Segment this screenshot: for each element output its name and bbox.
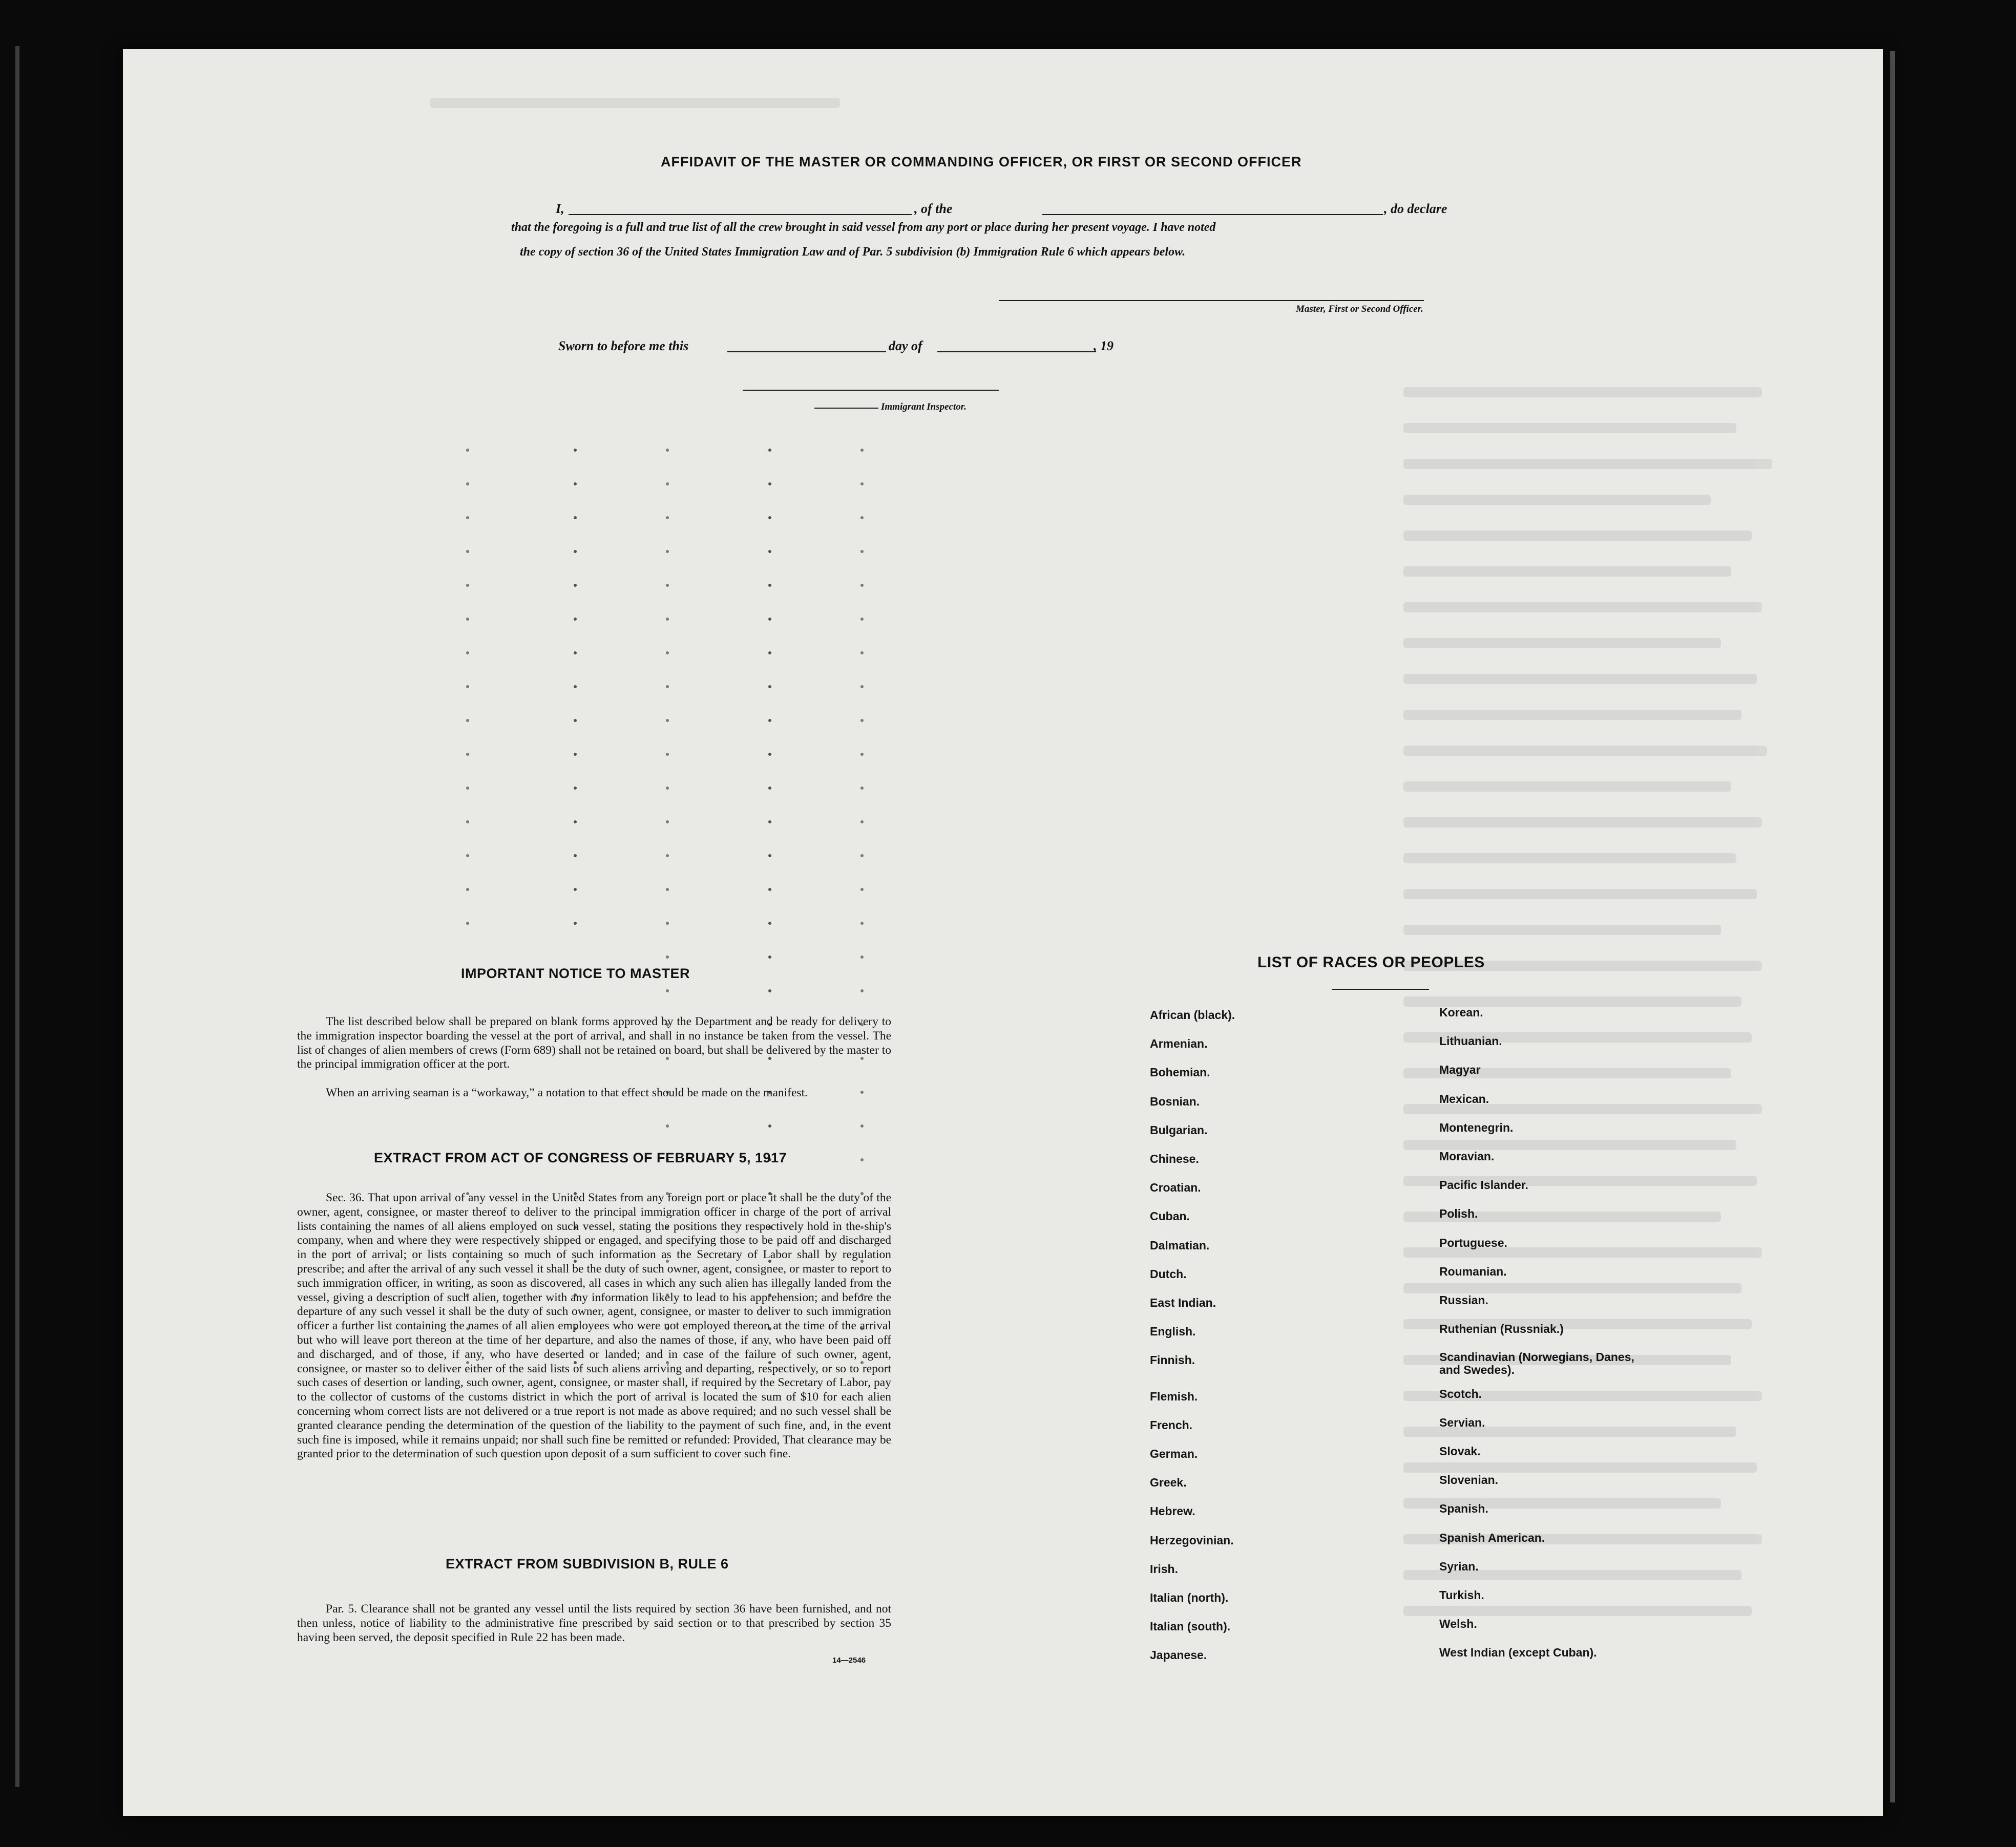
race-item: Korean. [1439, 1006, 1483, 1019]
race-item: Montenegrin. [1439, 1120, 1514, 1134]
race-item: French. [1150, 1418, 1193, 1432]
guide-dot [860, 753, 864, 756]
race-item: Herzegovinian. [1150, 1533, 1234, 1547]
race-item: Roumanian. [1439, 1264, 1507, 1278]
guide-dot [574, 584, 577, 587]
affidavit-of-the-label: , of the [914, 201, 953, 216]
inspector-signature-line [743, 390, 999, 391]
guide-dot [574, 651, 577, 654]
guide-dot [768, 787, 771, 790]
page-edge-left [1890, 51, 1895, 1802]
notice-paragraph: When an arriving seaman is a “workaway,” a notation to that effect should be made on the manifest. [326, 1086, 808, 1099]
guide-dot [768, 956, 771, 959]
guide-dot [466, 618, 469, 621]
guide-dot [768, 449, 771, 452]
guide-dot [860, 449, 864, 452]
race-item: English. [1150, 1325, 1196, 1339]
guide-dot [666, 685, 669, 688]
rule-heading: EXTRACT FROM SUBDIVISION B, RULE 6 [446, 1556, 729, 1572]
guide-dot [768, 854, 771, 857]
race-item: Welsh. [1439, 1617, 1477, 1631]
race-item: German. [1150, 1447, 1198, 1460]
race-item: Slovenian. [1439, 1473, 1499, 1487]
race-item: Cuban. [1150, 1209, 1190, 1223]
affidavit-declaration-line: that the foregoing is a full and true list of all the crew brought in said vessel from any port or place during her present voyage. I have noted [511, 221, 1216, 234]
race-item: Lithuanian. [1439, 1034, 1502, 1048]
guide-dot [466, 922, 469, 925]
race-item: Armenian. [1150, 1037, 1208, 1051]
guide-dot [768, 1124, 771, 1128]
race-item: Bosnian. [1150, 1094, 1200, 1108]
guide-dot [860, 989, 864, 992]
race-item: Japanese. [1150, 1648, 1207, 1662]
sworn-year-label: , 19 [1094, 338, 1114, 353]
affidavit-declare-label: , do declare [1384, 201, 1447, 216]
guide-dot [768, 685, 771, 688]
guide-dot [466, 787, 469, 790]
race-item: Syrian. [1439, 1559, 1479, 1573]
guide-dot [768, 753, 771, 756]
guide-dot [574, 719, 577, 722]
guide-dot [466, 719, 469, 722]
guide-dot [860, 956, 864, 959]
race-item: Flemish. [1150, 1389, 1198, 1403]
guide-dot [666, 482, 669, 485]
guide-dot [466, 888, 469, 891]
guide-dot [666, 989, 669, 992]
race-item: Dutch. [1150, 1267, 1187, 1281]
bleed-through [123, 49, 1883, 1816]
guide-dot [666, 449, 669, 452]
race-item: Irish. [1150, 1562, 1178, 1576]
guide-dot [666, 787, 669, 790]
guide-dot [860, 854, 864, 857]
guide-dot [574, 550, 577, 553]
guide-dot [860, 820, 864, 823]
guide-dot [666, 888, 669, 891]
race-item: Dalmatian. [1150, 1238, 1210, 1252]
blank-vessel-line [1042, 214, 1383, 215]
guide-dot [666, 820, 669, 823]
guide-dot [466, 685, 469, 688]
guide-dot [768, 516, 771, 519]
guide-dot [466, 482, 469, 485]
race-item: Ruthenian (Russniak.) [1439, 1322, 1564, 1336]
guide-dot [574, 922, 577, 925]
guide-dot [466, 753, 469, 756]
guide-dot [860, 1158, 864, 1161]
race-item: Portuguese. [1439, 1236, 1507, 1249]
affidavit-declaration-line: the copy of section 36 of the United States Immigration Law and of Par. 5 subdivision (b) Immigration Rule 6 which appears below. [520, 245, 1186, 259]
guide-dot [574, 449, 577, 452]
race-item: Servian. [1439, 1415, 1485, 1429]
race-item: Bohemian. [1150, 1066, 1210, 1079]
race-item: Scotch. [1439, 1387, 1482, 1400]
form-number: 14—2546 [832, 1656, 866, 1665]
race-item: African (black). [1150, 1008, 1235, 1022]
guide-dot [860, 787, 864, 790]
act-heading: EXTRACT FROM ACT OF CONGRESS OF FEBRUARY 5, 1917 [374, 1150, 787, 1165]
guide-dot [666, 1124, 669, 1128]
guide-dot [574, 482, 577, 485]
race-item: Bulgarian. [1150, 1123, 1208, 1137]
guide-dot [860, 482, 864, 485]
guide-dot [860, 651, 864, 654]
race-item: Spanish American. [1439, 1531, 1545, 1544]
guide-dot [466, 516, 469, 519]
race-item: Turkish. [1439, 1588, 1484, 1602]
guide-dot [466, 550, 469, 553]
blank-name-line [569, 214, 912, 215]
guide-dot [666, 854, 669, 857]
guide-dot [860, 922, 864, 925]
guide-dot [574, 753, 577, 756]
inspector-signature-line [814, 408, 878, 409]
guide-dot [768, 719, 771, 722]
affidavit-i-label: I, [556, 201, 564, 216]
guide-dot [860, 516, 864, 519]
guide-dot [666, 651, 669, 654]
guide-dot [666, 584, 669, 587]
race-item: Finnish. [1150, 1353, 1195, 1367]
race-item: Pacific Islander. [1439, 1178, 1528, 1192]
act-text: Sec. 36. That upon arrival of any vessel in the United States from any foreign port or place it shall be the duty of the owner, agent, consignee, or master thereof to deliver to the principal immigration officer in charge of the port of arrival lists containing the names of all aliens employed on such vessel, stating the positions they respectively hold in the ship's company, when and where they were respectively shipped or engaged, and specifying those to be paid off and discharged in the port of arrival; or lists containing so much of such information as the Secretary of Labor shall by regulation prescribe; and after the arrival of any such vessel it shall be the duty of such owner, agent, consignee, or master to report to such immigration officer, in writing, as soon as discovered, all cases in which any such alien has illegally landed from the vessel, giving a description of such alien, together with any information likely to lead to his apprehension; and before the departure of any such vessel it shall be the duty of such owner, agent, consignee, or master to deliver to such immigration officer a further list containing the names of all alien employees who were not employed thereon at the time of the arrival but who will leave port thereon at the time of her departure, and also the names of those, if any, who have been paid off and discharged, and of those, if any, who have deserted or landed; and in case of the failure of such owner, agent, consignee, or master so to deliver either of the said lists of such aliens arriving and departing, respectively, or so to report such cases of desertion or landing, such owner, agent, consignee, or master shall, if required by the Secretary of Labor, pay to the collector of customs of the customs district in which the port of arrival is located the sum of $10 for each alien concerning whom correct lists are not delivered or a true report is not made as above required; and no such vessel shall be granted clearance pending the determination of the question of the liability to the payment of such fine, and, in the event such fine is imposed, while it remains unpaid; nor shall such fine be remitted or refunded: Provided, That clearance may be granted prior to the determination of such question upon deposit of a sum sufficient to cover such fine. [297, 1191, 891, 1461]
guide-dot [860, 719, 864, 722]
guide-dot [666, 753, 669, 756]
guide-dot [666, 719, 669, 722]
notice-paragraph: The list described below shall be prepared on blank forms approved by the Department and be ready for delivery to the immigration inspector boarding the vessel at the port of arrival, and shall in no instance be taken from the vessel. The list of changes of alien members of crews (Form 689) shall not be retained on board, but shall be delivered by the master to the principal immigration officer at the port. [297, 1015, 891, 1071]
race-item: Spanish. [1439, 1502, 1488, 1516]
race-item: Russian. [1439, 1293, 1488, 1307]
manifest-page [123, 49, 1883, 1816]
guide-dot [666, 618, 669, 621]
inspector-caption: Immigrant Inspector. [881, 401, 967, 412]
guide-dot [574, 685, 577, 688]
guide-dot [768, 989, 771, 992]
guide-dot [768, 482, 771, 485]
guide-dot [466, 820, 469, 823]
race-item: Moravian. [1439, 1150, 1495, 1163]
guide-dot [466, 449, 469, 452]
guide-dot [574, 618, 577, 621]
guide-dot [574, 854, 577, 857]
guide-dot [768, 922, 771, 925]
guide-dot [466, 584, 469, 587]
guide-dot [768, 888, 771, 891]
race-item: Polish. [1439, 1207, 1478, 1221]
guide-dot [574, 820, 577, 823]
master-signature-caption: Master, First or Second Officer. [1296, 304, 1423, 314]
guide-dot [860, 618, 864, 621]
races-heading: LIST OF RACES OR PEOPLES [1257, 954, 1485, 971]
guide-dot [574, 516, 577, 519]
notice-heading: IMPORTANT NOTICE TO MASTER [461, 966, 690, 981]
guide-dot [666, 516, 669, 519]
guide-dot [466, 854, 469, 857]
guide-dot [466, 651, 469, 654]
page-edge-left [15, 46, 19, 1787]
race-item: East Indian. [1150, 1296, 1216, 1309]
guide-dot [860, 1124, 864, 1128]
races-heading-rule [1332, 989, 1429, 990]
sworn-month-line [937, 351, 1096, 352]
rule-text: Par. 5. Clearance shall not be granted any vessel until the lists required by section 36 have been furnished, and not then unless, notice of liability to the administrative fine prescribed by said section or to that prescribed by section 35 having been served, the deposit specified in Rule 22 has been made. [297, 1602, 891, 1644]
guide-dot [768, 820, 771, 823]
race-item: Italian (north). [1150, 1591, 1229, 1604]
guide-dot [666, 956, 669, 959]
race-item: Chinese. [1150, 1152, 1199, 1165]
guide-dot [666, 922, 669, 925]
sworn-label: Sworn to before me this [558, 338, 689, 353]
master-signature-line [999, 300, 1424, 301]
guide-dot [860, 584, 864, 587]
race-item: Croatian. [1150, 1181, 1201, 1195]
guide-dot [768, 651, 771, 654]
sworn-day-of-label: day of [889, 338, 922, 353]
race-item: West Indian (except Cuban). [1439, 1646, 1597, 1660]
guide-dot [768, 618, 771, 621]
guide-dot [666, 550, 669, 553]
race-item: Italian (south). [1150, 1620, 1231, 1633]
race-item: Magyar [1439, 1063, 1481, 1077]
guide-dot [574, 787, 577, 790]
guide-dot [860, 685, 864, 688]
race-item: Scandinavian (Norwegians, Danes, and Swedes). [1439, 1350, 1634, 1377]
guide-dot [768, 550, 771, 553]
race-item: Slovak. [1439, 1445, 1481, 1458]
race-item: Greek. [1150, 1476, 1187, 1490]
guide-dot [860, 550, 864, 553]
affidavit-title: AFFIDAVIT OF THE MASTER OR COMMANDING OFFICER, OR FIRST OR SECOND OFFICER [661, 154, 1302, 169]
guide-dot [768, 584, 771, 587]
race-item: Hebrew. [1150, 1504, 1195, 1518]
race-item: Mexican. [1439, 1092, 1489, 1106]
sworn-day-line [727, 351, 886, 352]
guide-dot [574, 888, 577, 891]
guide-dot [860, 888, 864, 891]
